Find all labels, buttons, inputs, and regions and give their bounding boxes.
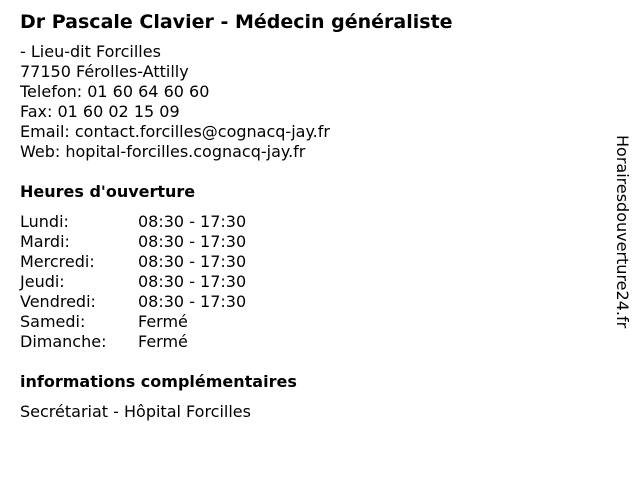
hours-time: 08:30 - 17:30 xyxy=(138,252,247,271)
opening-hours-table xyxy=(20,212,600,352)
page-title: Dr Pascale Clavier - Médecin généraliste xyxy=(20,11,453,33)
phone-line: Telefon: 01 60 64 60 60 xyxy=(20,82,210,101)
hours-day: Lundi: xyxy=(20,212,69,231)
hours-time: 08:30 - 17:30 xyxy=(138,272,247,291)
web-line[interactable]: Web: hopital-forcilles.cognacq-jay.fr xyxy=(20,142,306,161)
hours-time: Fermé xyxy=(138,312,188,331)
hours-row-wednesday xyxy=(20,252,600,272)
email-line[interactable]: Email: contact.forcilles@cognacq-jay.fr xyxy=(20,122,330,141)
hours-day: Dimanche: xyxy=(20,332,107,351)
site-watermark: Horairesdouverture24.fr xyxy=(613,135,632,329)
doctor-info-card xyxy=(20,8,600,422)
additional-info-text: Secrétariat - Hôpital Forcilles xyxy=(20,402,251,421)
address-line-2: 77150 Férolles-Attilly xyxy=(20,62,189,81)
hours-time: 08:30 - 17:30 xyxy=(138,292,247,311)
hours-row-tuesday xyxy=(20,232,600,252)
hours-day: Mardi: xyxy=(20,232,70,251)
hours-time: 08:30 - 17:30 xyxy=(138,212,247,231)
fax-line: Fax: 01 60 02 15 09 xyxy=(20,102,180,121)
hours-row-saturday xyxy=(20,312,600,332)
hours-row-sunday xyxy=(20,332,600,352)
hours-time: Fermé xyxy=(138,332,188,351)
hours-row-thursday xyxy=(20,272,600,292)
hours-row-friday xyxy=(20,292,600,312)
hours-day: Jeudi: xyxy=(20,272,65,291)
address-line-1: - Lieu-dit Forcilles xyxy=(20,42,161,61)
contact-block xyxy=(20,42,600,162)
hours-day: Samedi: xyxy=(20,312,86,331)
hours-row-monday xyxy=(20,212,600,232)
opening-hours-heading: Heures d'ouverture xyxy=(20,182,196,201)
additional-info-heading: informations complémentaires xyxy=(20,372,297,391)
hours-day: Mercredi: xyxy=(20,252,95,271)
hours-time: 08:30 - 17:30 xyxy=(138,232,247,251)
hours-day: Vendredi: xyxy=(20,292,96,311)
